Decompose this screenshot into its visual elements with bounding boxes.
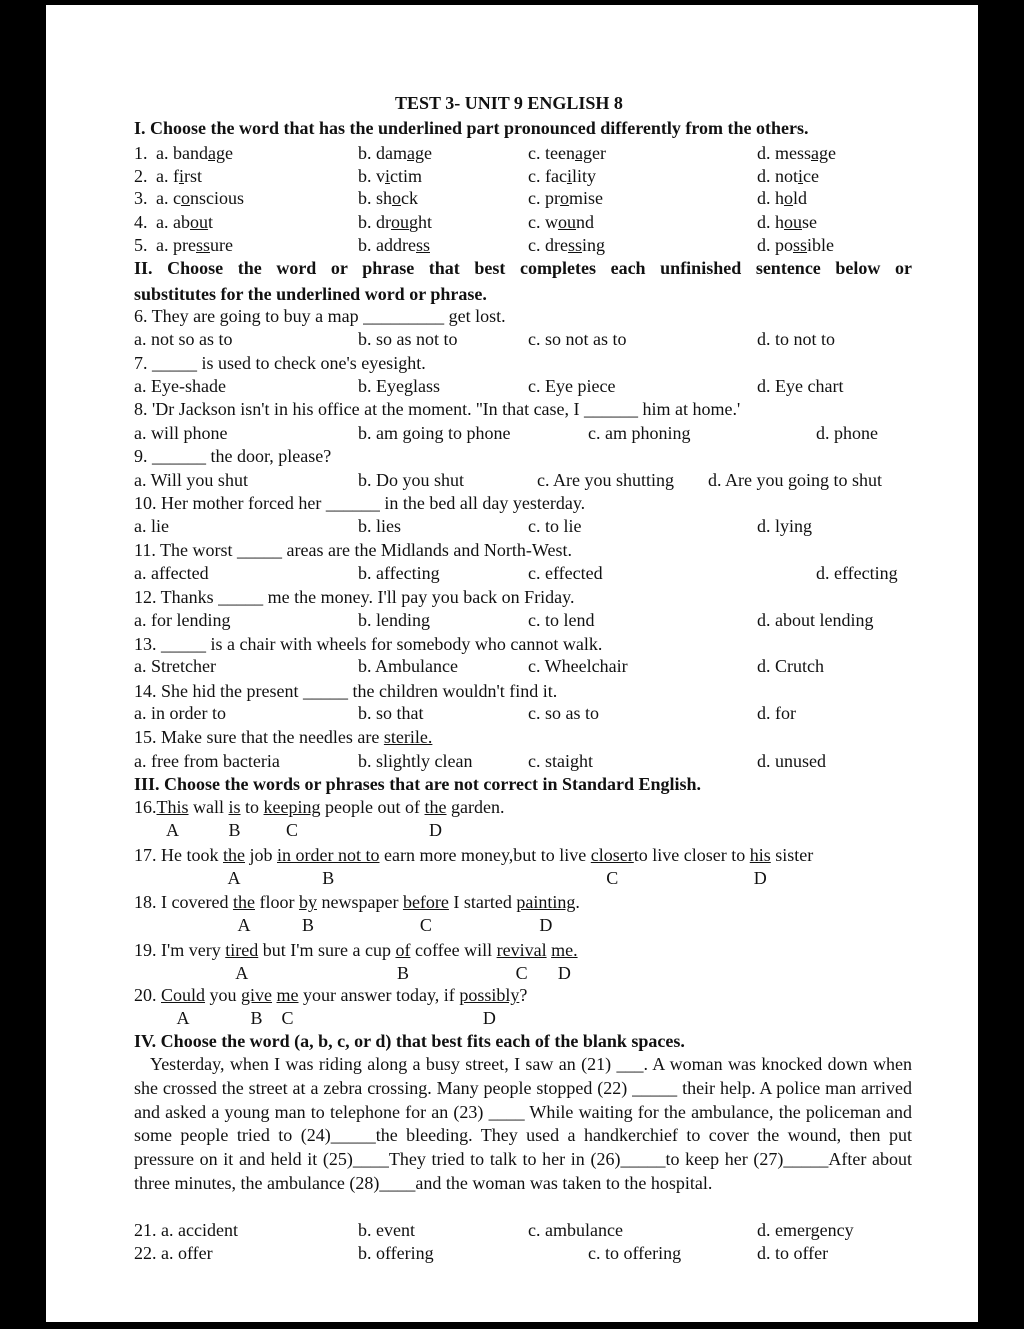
option-a: a. will phone	[134, 423, 228, 443]
option-text: c. fac	[528, 166, 567, 186]
option-text: c. w	[528, 212, 558, 232]
underlined-part: i	[178, 166, 184, 186]
option-letter-c: C	[606, 868, 619, 888]
option-letter-d: D	[429, 820, 443, 840]
stem-text: 7.	[134, 353, 152, 373]
option-c: c. Are you shutting	[537, 470, 674, 490]
question-stem	[134, 540, 572, 560]
underlined-part: o	[559, 188, 569, 208]
stem-text: in the bed all day yesterday.	[379, 493, 586, 513]
option-letter-a: A	[235, 963, 249, 983]
underlined-part: ag	[574, 143, 592, 163]
option-letter-d: D	[753, 868, 767, 888]
option-text: a. band	[156, 143, 208, 163]
option-d: d. about lending	[757, 610, 874, 630]
question-text: wall	[188, 797, 229, 817]
option-b	[358, 212, 432, 232]
error-option: the A	[232, 892, 255, 935]
stem-text: get lost.	[444, 306, 506, 326]
error-option: in order not to B	[277, 845, 380, 888]
option-text: b. dam	[358, 143, 407, 163]
option-b: b. affecting	[358, 563, 440, 583]
option-b: b. Ambulance	[358, 656, 458, 676]
option-d	[757, 188, 807, 208]
option-c: c. so as to	[528, 703, 599, 723]
underlined-part: ou	[391, 212, 409, 232]
option-a	[156, 166, 202, 186]
error-option: me. D	[551, 940, 578, 983]
underlined-part: ou	[558, 212, 576, 232]
underlined-part: ss	[195, 235, 210, 255]
option-a: 22. a. offer	[134, 1243, 213, 1263]
underlined-part: ag	[407, 143, 424, 163]
error-option: the D	[424, 797, 447, 840]
option-letter-c: C	[286, 820, 299, 840]
underlined-part: o	[784, 188, 793, 208]
option-d: d. effecting	[816, 563, 898, 583]
question-text: your answer today, if	[298, 985, 460, 1005]
option-a: a. affected	[134, 563, 209, 583]
option-text: ure	[210, 235, 233, 255]
option-letter-d: D	[557, 963, 571, 983]
cloze-passage: Yesterday, when I was riding along a busy street, I saw an (21) ___. A woman was knocked down when she crossed the street at a zebra crossing. Many people stopped (22) _____ their help. A police man arrived and asked a young man to telephone for an (23) ____ While waiting for the ambulance, the policeman and some people tried to (24)_____the bleeding. They used a handkerchief to cover the wound, then put pressure on it and held it (25)____They tried to talk to her in (26)_____to keep her (27)_____After about three minutes, the ambulance (28)____and the woman was taken to the hospital.	[134, 1054, 912, 1193]
stem-text: the children wouldn't find it.	[347, 681, 558, 701]
error-question	[134, 845, 814, 888]
question-number: 5.	[134, 235, 148, 255]
option-text: nd	[576, 212, 594, 232]
option-text: e	[828, 143, 836, 163]
option-d: d. emergency	[757, 1220, 854, 1240]
option-text: rst	[184, 166, 202, 186]
option-text: ible	[807, 235, 835, 255]
option-text: b. addre	[358, 235, 416, 255]
answer-blank: ______	[325, 493, 380, 513]
option-b	[358, 235, 430, 255]
option-letter-b: B	[250, 1008, 263, 1028]
option-letter-b: B	[301, 915, 314, 935]
underlined-part: ag	[207, 143, 225, 163]
option-text: mise	[568, 188, 603, 208]
underlined-part: i	[566, 166, 572, 186]
error-option: painting D	[516, 892, 576, 935]
option-text: er	[591, 143, 606, 163]
option-a: a. not so as to	[134, 329, 233, 349]
error-option: of B	[395, 940, 411, 983]
answer-blank: _____	[302, 681, 348, 701]
question-text: floor	[254, 892, 299, 912]
error-option: before C	[402, 892, 449, 935]
question-text: newspaper	[316, 892, 403, 912]
stem-text: 9.	[134, 446, 152, 466]
option-c	[528, 235, 605, 255]
error-option: the A	[223, 845, 245, 888]
question-text: 16.	[134, 797, 157, 817]
option-letter-a: A	[227, 868, 241, 888]
option-c: c. ambulance	[528, 1220, 623, 1240]
option-c: c. effected	[528, 563, 603, 583]
error-option: Could A	[161, 985, 206, 1028]
option-b: b. am going to phone	[358, 423, 511, 443]
stem-text: the door, please?	[206, 446, 332, 466]
option-text: b. v	[358, 166, 385, 186]
stem-text: me the money. I'll pay you back on Friday.	[263, 587, 575, 607]
question-text: coffee will	[410, 940, 497, 960]
option-c	[528, 166, 596, 186]
option-b	[358, 143, 432, 163]
option-text: b. sh	[358, 188, 393, 208]
option-b: b. event	[358, 1220, 415, 1240]
option-c: c. so not as to	[528, 329, 627, 349]
question-text: 17. He took	[134, 845, 223, 865]
underlined-part: ss	[415, 235, 430, 255]
option-c: c. to lend	[528, 610, 595, 630]
error-option: keeping C	[263, 797, 321, 840]
question-number: 3.	[134, 188, 148, 208]
question-text: garden.	[446, 797, 505, 817]
error-option: revival C	[496, 940, 547, 983]
option-a	[156, 212, 213, 232]
question-text: job	[245, 845, 278, 865]
option-d: d. unused	[757, 751, 826, 771]
section-2-heading-cont: substitutes for the underlined word or phrase.	[134, 284, 487, 304]
page-title: TEST 3- UNIT 9 ENGLISH 8	[395, 93, 623, 113]
stem-text: 13.	[134, 634, 161, 654]
option-c	[528, 143, 606, 163]
stem-text: 8. 'Dr Jackson isn't in his office at the moment. ''In that case, I	[134, 399, 585, 419]
option-text: ght	[409, 212, 433, 232]
stem-text: is used to check one's eyesight.	[197, 353, 426, 373]
option-text: d. h	[757, 212, 784, 232]
option-letter-c: C	[419, 915, 432, 935]
option-text: d. h	[757, 188, 784, 208]
option-d	[757, 143, 836, 163]
option-text: ing	[582, 235, 606, 255]
error-option: This A	[156, 797, 189, 840]
option-c	[528, 212, 594, 232]
option-text: d. po	[757, 235, 793, 255]
option-text: b. dr	[358, 212, 391, 232]
option-b: b. lies	[358, 516, 401, 536]
option-text: ctim	[390, 166, 423, 186]
option-letter-c: C	[515, 963, 528, 983]
question-stem	[134, 587, 575, 607]
option-a: a. free from bacteria	[134, 751, 280, 771]
option-c: c. to offering	[588, 1243, 682, 1263]
question-stem	[134, 493, 585, 513]
question-stem	[134, 727, 432, 747]
answer-blank: ______	[152, 446, 206, 466]
section-2-heading: II. Choose the word or phrase that best completes each unfinished sentence below or	[134, 258, 912, 278]
error-option: closer C	[590, 845, 634, 888]
error-question	[134, 940, 578, 983]
option-letter-a: A	[176, 1008, 190, 1028]
option-a: a. Will you shut	[134, 470, 248, 490]
option-a: a. lie	[134, 516, 169, 536]
option-c	[528, 188, 603, 208]
question-text: people out of	[320, 797, 425, 817]
option-text: lity	[571, 166, 596, 186]
option-b: b. Do you shut	[358, 470, 465, 490]
question-text: earn more money,but to live	[379, 845, 591, 865]
option-b: b. offering	[358, 1243, 434, 1263]
underlined-part: ag	[811, 143, 828, 163]
question-stem	[134, 353, 426, 373]
question-number: 4.	[134, 212, 148, 232]
question-text: 19. I'm very	[134, 940, 226, 960]
question-text: sister	[770, 845, 814, 865]
question-text: I started	[448, 892, 517, 912]
option-a: a. in order to	[134, 703, 226, 723]
option-letter-c: C	[281, 1008, 294, 1028]
option-text: ld	[793, 188, 808, 208]
error-option: give B	[241, 985, 273, 1028]
option-d: d. Are you going to shut	[708, 470, 882, 490]
underlined-word: sterile.	[383, 727, 433, 747]
question-stem	[134, 306, 506, 326]
option-text: e	[424, 143, 432, 163]
stem-text: areas are the Midlands and North-West.	[282, 540, 572, 560]
option-text: c. pr	[528, 188, 560, 208]
option-text: d. not	[757, 166, 799, 186]
option-d: d. Crutch	[757, 656, 824, 676]
option-letter-b: B	[322, 868, 335, 888]
error-option: tired A	[225, 940, 259, 983]
error-option: me C	[276, 985, 299, 1028]
option-d	[757, 235, 834, 255]
option-d: d. phone	[816, 423, 878, 443]
section-3-heading: III. Choose the words or phrases that are not correct in Standard English.	[134, 774, 702, 794]
option-c: c. am phoning	[588, 423, 691, 443]
option-text: a. ab	[156, 212, 190, 232]
option-d: d. to offer	[757, 1243, 829, 1263]
option-b	[358, 188, 418, 208]
option-b: b. Eyeglass	[358, 376, 440, 396]
option-a	[156, 143, 233, 163]
error-question	[134, 985, 528, 1028]
stem-text: 12. Thanks	[134, 587, 219, 607]
error-question	[134, 797, 505, 840]
option-b: b. slightly clean	[358, 751, 473, 771]
answer-blank: _____	[237, 540, 282, 560]
question-text: but I'm sure a cup	[258, 940, 396, 960]
question-text: to	[240, 797, 264, 817]
answer-blank: _____	[152, 353, 197, 373]
answer-blank: _____	[161, 634, 206, 654]
option-c: c. Eye piece	[528, 376, 616, 396]
option-letter-d: D	[482, 1008, 496, 1028]
option-a: a. for lending	[134, 610, 231, 630]
stem-text: 14. She hid the present	[134, 681, 303, 701]
option-text: d. mess	[757, 143, 811, 163]
question-number: 1.	[134, 143, 148, 163]
underlined-part: i	[798, 166, 804, 186]
option-a: 21. a. accident	[134, 1220, 238, 1240]
answer-blank: _____	[218, 587, 264, 607]
option-letter-a: A	[166, 820, 179, 840]
section-1-heading: I. Choose the word that has the underlined part pronounced differently from the others.	[134, 118, 809, 138]
error-option: is B	[228, 797, 241, 840]
option-a	[156, 188, 244, 208]
option-b: b. so as not to	[358, 329, 458, 349]
option-c: c. Wheelchair	[528, 656, 628, 676]
question-stem	[134, 446, 331, 466]
option-d	[757, 166, 819, 186]
option-text: e	[224, 143, 233, 163]
stem-text: 10. Her mother forced her	[134, 493, 326, 513]
option-text: t	[207, 212, 213, 232]
option-text: a. c	[156, 188, 181, 208]
underlined-part: ou	[189, 212, 208, 232]
option-letter-d: D	[539, 915, 553, 935]
section-4-heading: IV. Choose the word (a, b, c, or d) that best fits each of the blank spaces.	[134, 1031, 685, 1051]
underlined-part: ss	[793, 235, 808, 255]
option-c: c. to lie	[528, 516, 582, 536]
question-text: 20.	[134, 985, 161, 1005]
option-b: b. so that	[358, 703, 424, 723]
question-text: .	[575, 892, 580, 912]
question-stem	[134, 399, 740, 419]
error-option: possibly D	[459, 985, 520, 1028]
underlined-part: o	[392, 188, 402, 208]
option-d: d. lying	[757, 516, 813, 536]
error-option: by B	[298, 892, 317, 935]
option-b	[358, 166, 422, 186]
underlined-part: i	[385, 166, 391, 186]
option-letter-b: B	[396, 963, 409, 983]
stem-text: is a chair with wheels for somebody who cannot walk.	[206, 634, 603, 654]
question-text: 18. I covered	[134, 892, 233, 912]
option-text: ck	[401, 188, 419, 208]
option-text: ce	[803, 166, 820, 186]
question-text: to live closer to	[633, 845, 750, 865]
question-text: you	[205, 985, 242, 1005]
option-letter-b: B	[228, 820, 241, 840]
option-a	[156, 235, 233, 255]
error-option: his D	[749, 845, 771, 888]
underlined-part: ou	[784, 212, 802, 232]
option-text: a. f	[156, 166, 179, 186]
option-text: se	[802, 212, 817, 232]
option-c: c. staight	[528, 751, 593, 771]
question-stem	[134, 634, 602, 654]
option-text: c. teen	[528, 143, 575, 163]
stem-text: 6. They are going to buy a map	[134, 306, 364, 326]
option-d: d. for	[757, 703, 796, 723]
question-stem	[134, 681, 557, 701]
question-number: 2.	[134, 166, 148, 186]
option-text: a. pre	[156, 235, 196, 255]
option-b: b. lending	[358, 610, 430, 630]
question-text: ?	[519, 985, 528, 1005]
option-d: d. Eye chart	[757, 376, 844, 396]
underlined-part: ss	[567, 235, 582, 255]
option-d: d. to not to	[757, 329, 836, 349]
answer-blank: ______	[584, 399, 639, 419]
stem-text: 11. The worst	[134, 540, 237, 560]
option-d	[757, 212, 817, 232]
stem-text: him at home.'	[638, 399, 741, 419]
option-letter-a: A	[237, 915, 251, 935]
answer-blank: _________	[363, 306, 445, 326]
option-a: a. Stretcher	[134, 656, 216, 676]
stem-text: 15. Make sure that the needles are	[134, 727, 384, 747]
option-text: nscious	[189, 188, 244, 208]
option-text: c. dre	[528, 235, 568, 255]
option-a: a. Eye-shade	[134, 376, 226, 396]
underlined-part: o	[180, 188, 190, 208]
error-question	[134, 892, 580, 935]
